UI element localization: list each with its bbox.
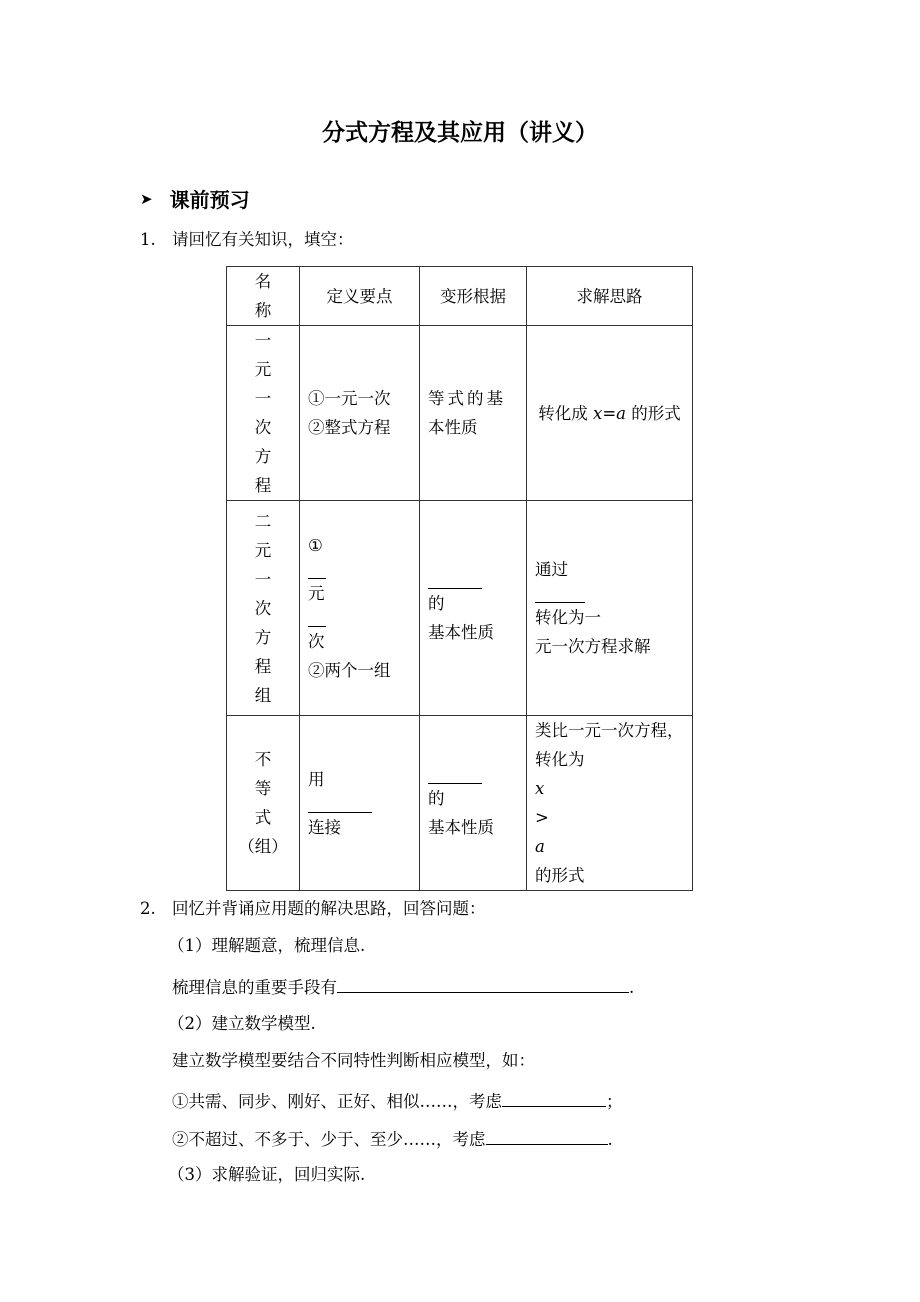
header-cell: 定义要点 (300, 267, 420, 326)
blank-line (308, 608, 326, 627)
blank-line (428, 765, 482, 784)
model-item-2: ②不超过、不多于、少于、至少……，考虑 . (172, 1126, 613, 1151)
question-number: 1. (140, 230, 156, 249)
table-row (227, 716, 693, 891)
step-2-desc: 建立数学模型要结合不同特性判断相应模型，如： (172, 1051, 535, 1070)
table-row (227, 501, 693, 716)
question-2 (140, 898, 486, 920)
section-heading-text: 课前预习 (169, 188, 250, 212)
row-name-cell: 二元一次方程组 (227, 501, 300, 716)
row-name-cell: 一元一次方程 (227, 326, 300, 501)
blank-line (535, 584, 585, 603)
definition-cell: ① 元 次 ②两个一组 (300, 501, 420, 716)
question-1 (140, 229, 354, 251)
row-name-cell: 不等式 （组） (227, 716, 300, 891)
approach-cell: 通过 转化为一 元一次方程求解 (527, 501, 693, 716)
step-1: （1）理解题意，梳理信息. (168, 936, 366, 955)
step-3: （3）求解验证，回归实际. (168, 1165, 366, 1184)
table-header-row (227, 267, 693, 326)
header-cell: 变形根据 (420, 267, 527, 326)
blank-line (337, 974, 629, 993)
basis-cell: 的 基本性质 (420, 501, 527, 716)
blank-line (486, 1126, 608, 1145)
table-row (227, 326, 693, 501)
arrow-bullet-icon: ➤ (140, 189, 153, 208)
knowledge-table (226, 266, 693, 891)
basis-cell: 的 基本性质 (420, 716, 527, 891)
definition-cell: ①一元一次 ②整式方程 (300, 326, 420, 501)
basis-cell: 等式的基 本性质 (420, 326, 527, 501)
approach-cell: 转化成 x=a 的形式 (527, 326, 693, 501)
step-1-fill: 梳理信息的重要手段有 . (172, 974, 634, 999)
question-number: 2. (140, 899, 156, 918)
question-prompt: 请回忆有关知识，填空： (172, 230, 354, 249)
model-item-1: ①共需、同步、刚好、正好、相似……，考虑 ； (172, 1088, 623, 1113)
header-cell: 求解思路 (527, 267, 693, 326)
step-2: （2）建立数学模型. (168, 1014, 316, 1033)
definition-cell: 用 连接 (300, 716, 420, 891)
header-cell: 名称 (227, 267, 300, 326)
blank-line (428, 570, 482, 589)
section-heading (140, 184, 250, 213)
blank-line (502, 1088, 606, 1107)
blank-line (308, 560, 326, 579)
blank-line (308, 794, 372, 813)
page-title: 分式方程及其应用（讲义） (322, 120, 598, 146)
approach-cell: 类比一元一次方程， 转化为 x > a 的形式 (527, 716, 693, 891)
question-prompt: 回忆并背诵应用题的解决思路，回答问题： (172, 899, 486, 918)
